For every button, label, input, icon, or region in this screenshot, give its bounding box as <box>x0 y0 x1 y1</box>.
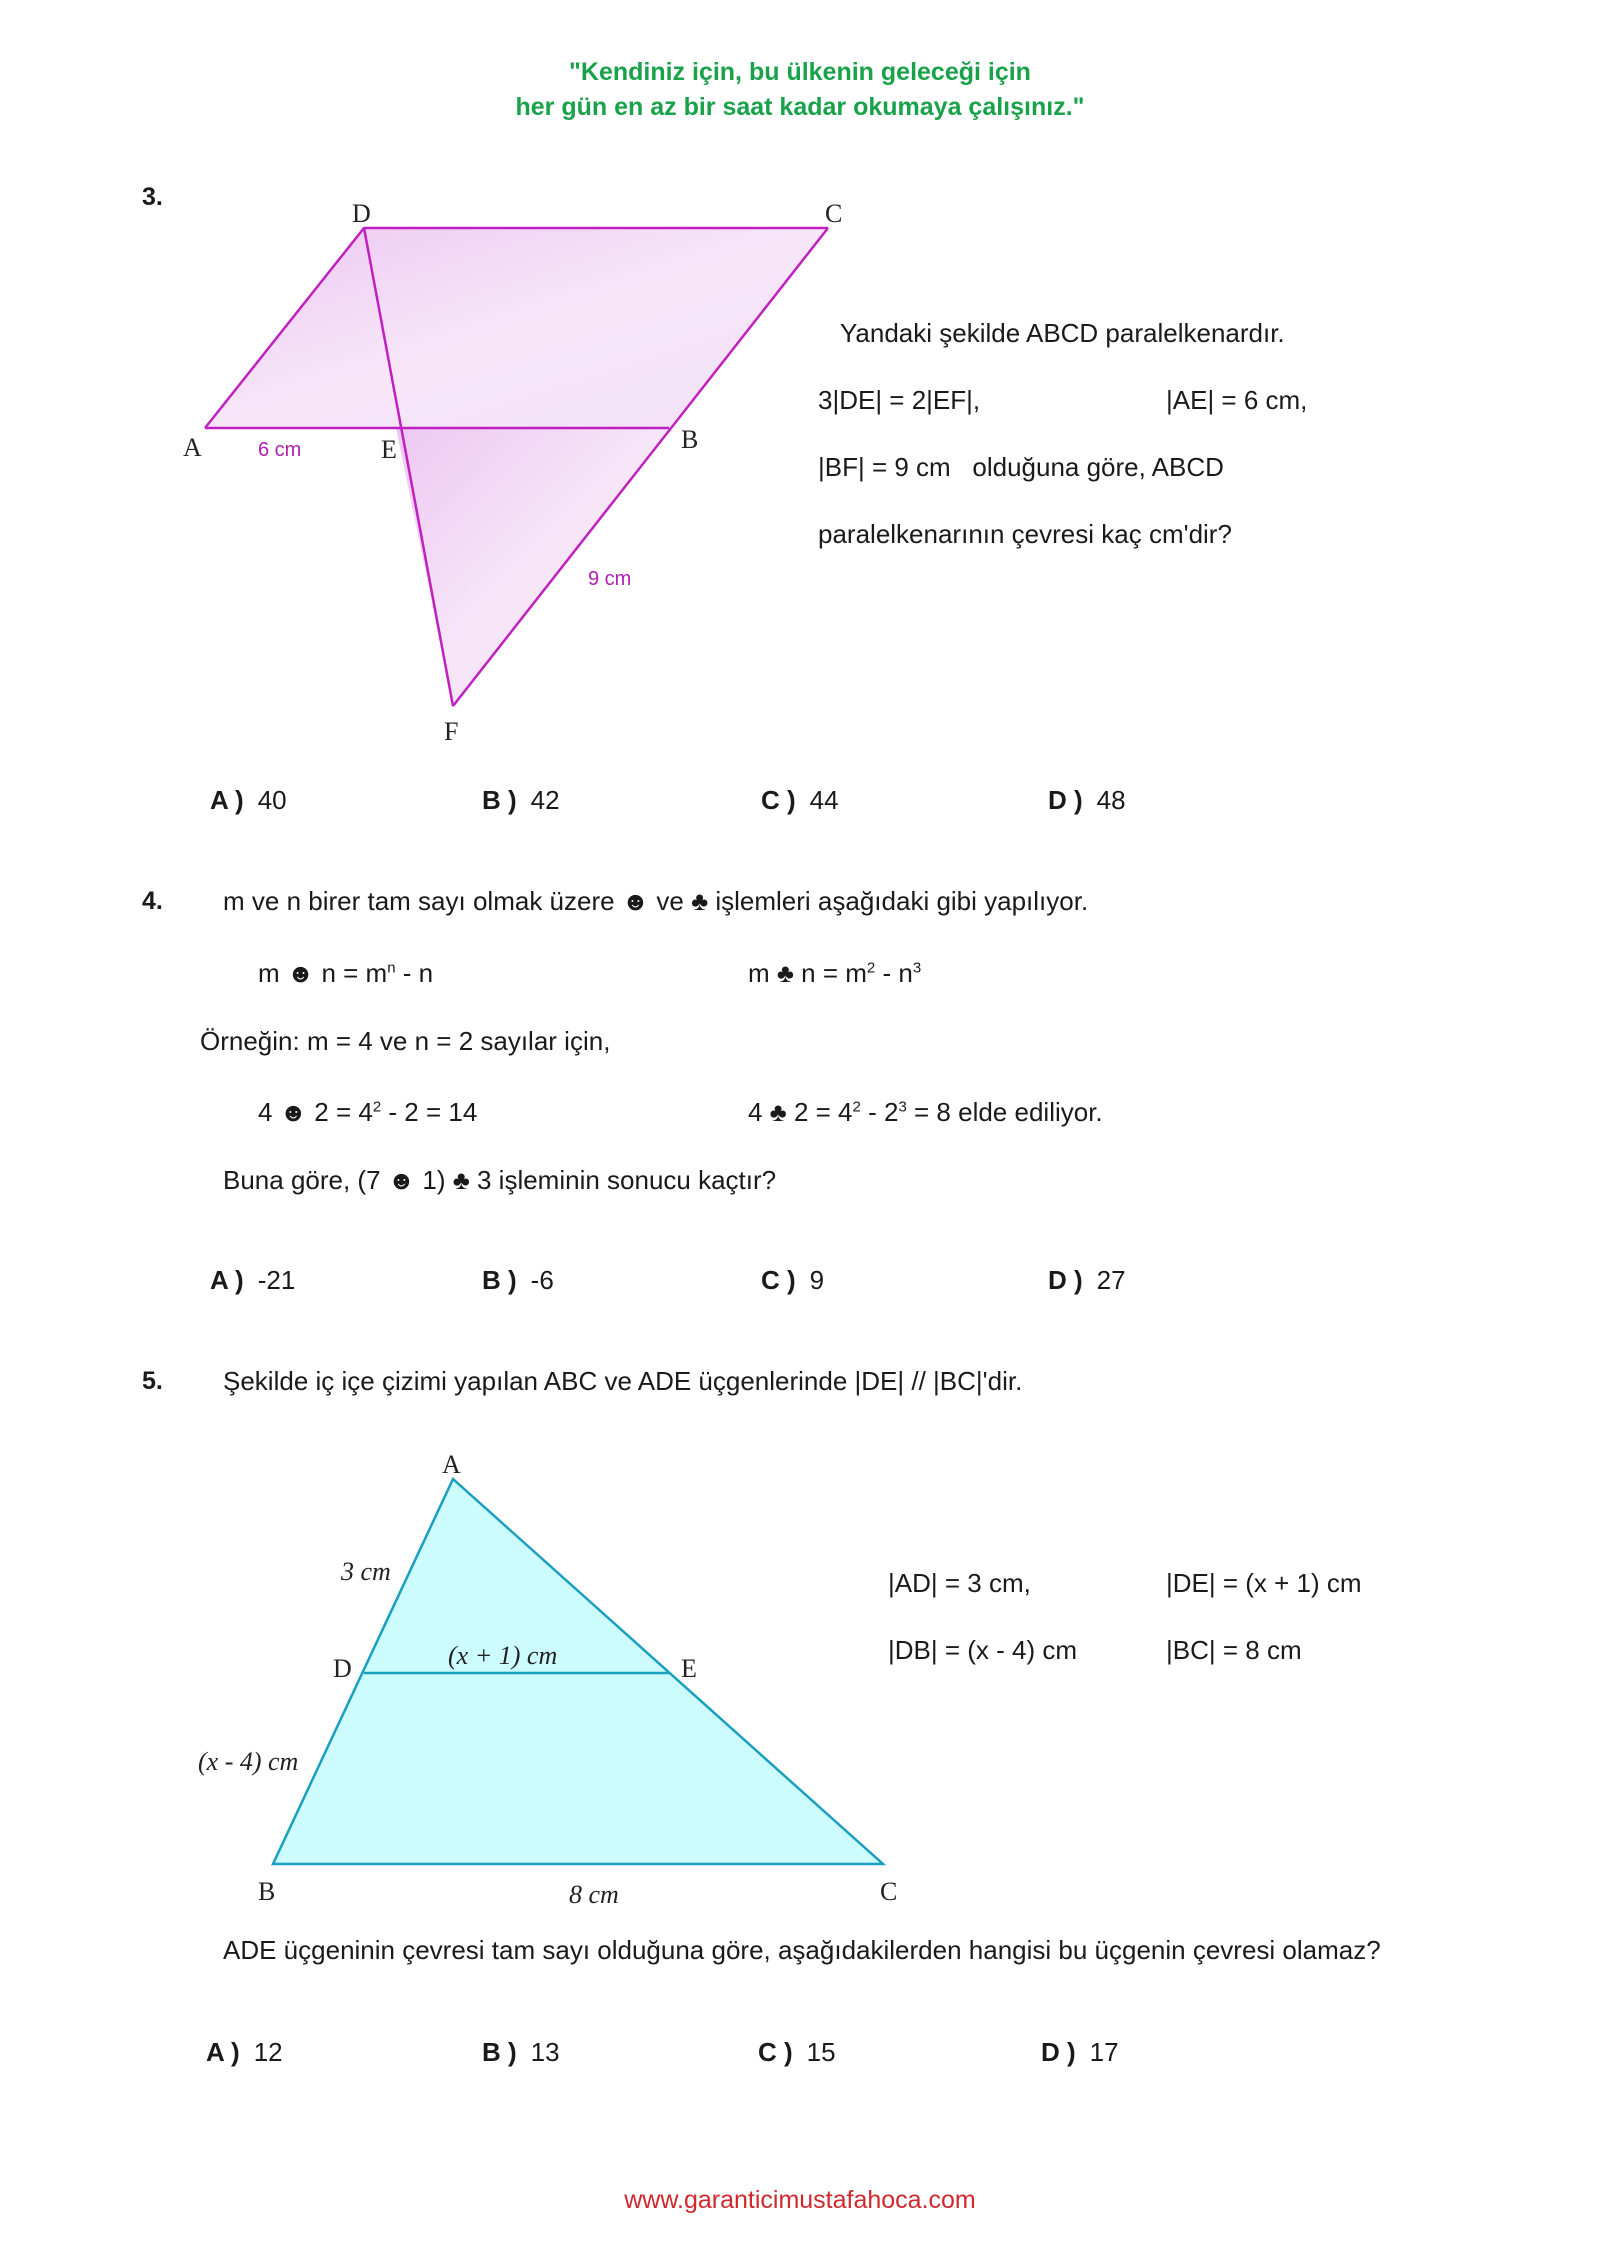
question-3-number: 3. <box>142 183 163 211</box>
point-label-a: A <box>183 433 202 462</box>
point-label-d: D <box>333 1654 352 1683</box>
segment-label-ae: 6 cm <box>258 439 302 461</box>
q4-example-club: 4 ♣ $2 = 4^2 - 2^3 = 8$ elde ediliyor. <box>748 1097 1103 1127</box>
q5-given-de: |DE| = (x + 1) cm <box>1166 1568 1362 1598</box>
q5-given-bc: |BC| = 8 cm <box>1166 1635 1302 1665</box>
point-label-b: B <box>681 425 699 454</box>
q4-question: Buna göre, (7 ☻ 1) ♣ 3 işleminin sonucu kaçtır? <box>223 1165 777 1195</box>
point-label-f: F <box>444 717 459 746</box>
q5-option-a[interactable]: A ) 12 <box>206 2037 283 2067</box>
q5-given-ad: |AD| = 3 cm, <box>888 1568 1031 1598</box>
q4-example-smiley: 4 ☻ $2 = 4^2 - 2 = 14$ <box>258 1097 478 1127</box>
q5-option-d[interactable]: D ) 17 <box>1041 2037 1119 2067</box>
segment-label-db: (x - 4) cm <box>198 1747 299 1776</box>
q3-option-d[interactable]: D ) 48 <box>1048 785 1126 815</box>
segment-label-de: (x + 1) cm <box>448 1641 558 1670</box>
point-label-d: D <box>352 199 371 228</box>
q4-option-a[interactable]: A ) -21 <box>210 1265 296 1295</box>
parallelogram-abcd <box>205 228 828 428</box>
q4-definition-smiley: m ☻ $n = m^n - n$ <box>258 958 434 988</box>
q3-option-c[interactable]: C ) 44 <box>761 785 839 815</box>
segment-label-bc: 8 cm <box>569 1880 619 1909</box>
q4-option-c[interactable]: C ) 9 <box>761 1265 825 1295</box>
motto-line-1: "Kendiniz için, bu ülkenin geleceği için <box>569 58 1031 86</box>
q3-text-line-2b: |AE| = 6 cm, <box>1166 385 1308 415</box>
q4-option-d[interactable]: D ) 27 <box>1048 1265 1126 1295</box>
q4-definition-club: m ♣ $n = m^2 - n^3$ <box>748 958 922 988</box>
point-label-e: E <box>681 1654 697 1683</box>
q5-option-c[interactable]: C ) 15 <box>758 2037 836 2067</box>
q4-example-intro: Örneğin: m = 4 ve n = 2 sayılar için, <box>200 1026 611 1056</box>
point-label-c: C <box>825 199 843 228</box>
triangle-ebf <box>396 428 669 706</box>
q3-parallelogram-figure <box>0 0 1600 760</box>
q3-option-a[interactable]: A ) 40 <box>210 785 287 815</box>
q5-triangle-figure <box>0 1420 1000 1920</box>
q5-option-b[interactable]: B ) 13 <box>482 2037 560 2067</box>
q3-text-line-3: |BF| = 9 cm olduğuna göre, ABCD <box>818 452 1224 482</box>
triangle-abc <box>273 1479 883 1864</box>
segment-label-bf: 9 cm <box>588 568 632 590</box>
point-label-e: E <box>381 435 397 464</box>
q3-text-line-4: paralelkenarının çevresi kaç cm'dir? <box>818 519 1232 549</box>
q5-question: ADE üçgeninin çevresi tam sayı olduğuna göre, aşağıdakilerden hangisi bu üçgenin çevresi olamaz? <box>223 1935 1381 1965</box>
question-4-number: 4. <box>142 887 163 915</box>
segment-label-ad: 3 cm <box>341 1557 391 1586</box>
footer-website-link[interactable]: www.garanticimustafahoca.com <box>624 2186 976 2214</box>
q3-text-line-1: Yandaki şekilde ABCD paralelkenardır. <box>840 318 1285 348</box>
point-label-a: A <box>442 1450 461 1479</box>
q5-given-db: |DB| = (x - 4) cm <box>888 1635 1078 1665</box>
question-5-number: 5. <box>142 1367 163 1395</box>
q5-intro: Şekilde iç içe çizimi yapılan ABC ve ADE üçgenlerinde |DE| // |BC|'dir. <box>223 1366 1023 1396</box>
point-label-c: C <box>880 1877 898 1906</box>
q3-option-b[interactable]: B ) 42 <box>482 785 560 815</box>
q4-intro: m ve n birer tam sayı olmak üzere ☻ ve ♣ işlemleri aşağıdaki gibi yapılıyor. <box>223 886 1089 916</box>
q4-option-b[interactable]: B ) -6 <box>482 1265 554 1295</box>
q3-text-line-2a: 3|DE| = 2|EF|, <box>818 385 981 415</box>
point-label-b: B <box>258 1877 276 1906</box>
motto-line-2: her gün en az bir saat kadar okumaya çalışınız." <box>515 93 1085 121</box>
